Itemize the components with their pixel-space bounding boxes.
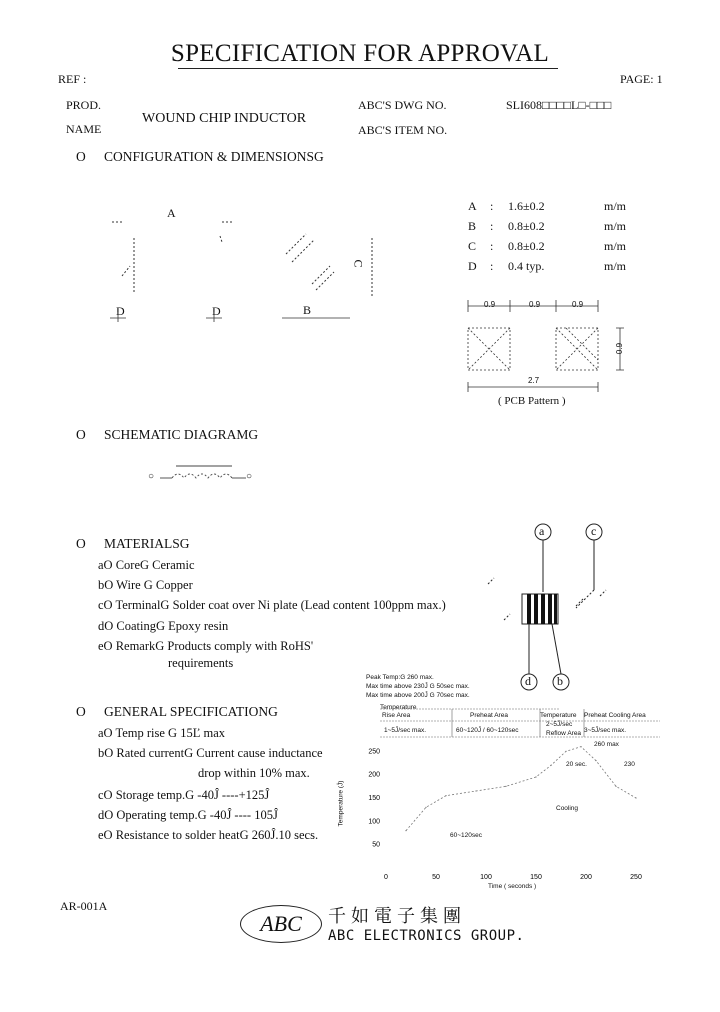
y-tick-label: 150 xyxy=(368,795,380,802)
general-item: cO Storage temp.G -40Ĵ ----+125Ĵ xyxy=(98,788,270,802)
general-rated-cont: drop within 10% max. xyxy=(198,766,310,780)
dim-value: 0.4 typ. xyxy=(508,259,545,273)
pcb-width-1: 0.9 xyxy=(484,300,496,309)
phase-value: 2~5Ĵ/sec xyxy=(546,721,573,728)
reflow-point xyxy=(475,790,476,791)
item-label: ABC'S ITEM NO. xyxy=(358,123,448,137)
dwg-value: SLI608□□□□L□-□□□ xyxy=(506,98,612,112)
dim-sep: : xyxy=(490,199,494,213)
x-tick-label: 50 xyxy=(432,874,440,881)
phase-label: Preheat Area xyxy=(470,712,508,719)
callout-c: c xyxy=(591,524,597,538)
dim-key: B xyxy=(468,219,477,233)
section-marker: O xyxy=(76,149,86,164)
general-item: dO Operating temp.G -40Ĵ ---- 105Ĵ xyxy=(98,808,278,822)
y-tick-label: 250 xyxy=(368,748,380,756)
dim-label-d1: D xyxy=(116,304,125,318)
dim-value: 0.8±0.2 xyxy=(508,219,545,233)
pcb-total-width: 2.7 xyxy=(528,376,540,385)
pcb-height: 0.9 xyxy=(615,342,625,355)
form-code: AR-001A xyxy=(60,899,108,913)
reflow-point xyxy=(505,786,506,787)
reflow-annotation: 260 max xyxy=(594,741,619,748)
phase-label: Temperature xyxy=(540,712,577,719)
reflow-annotation: Cooling xyxy=(556,805,579,812)
x-tick-label: 250 xyxy=(630,874,642,881)
dim-label-d2: D xyxy=(212,304,221,318)
reflow-point xyxy=(550,765,551,766)
dim-key: C xyxy=(468,239,477,253)
reflow-point xyxy=(580,746,581,747)
dim-key: D xyxy=(468,259,477,273)
ref-label: REF : xyxy=(58,72,87,86)
reflow-point xyxy=(635,797,636,798)
reflow-point xyxy=(615,786,616,787)
reflow-note: Peak Temp:G 260 max. xyxy=(366,674,434,681)
dim-unit: m/m xyxy=(604,239,627,253)
config-heading: O CONFIGURATION & DIMENSIONSG xyxy=(76,149,324,164)
reflow-annotation: 60~120sec xyxy=(450,832,482,839)
x-tick-label: 0 xyxy=(384,874,388,881)
x-tick-label: 150 xyxy=(530,874,542,881)
dim-label-c: C xyxy=(351,259,366,268)
pcb-width-2: 0.9 xyxy=(529,300,541,309)
y-tick-label: 100 xyxy=(368,818,380,826)
document-title: SPECIFICATION FOR APPROVAL xyxy=(170,40,550,67)
material-item: eO RemarkG Products comply with RoHS' xyxy=(98,639,314,653)
dim-key: A xyxy=(468,199,477,213)
y-tick-label: 50 xyxy=(372,841,380,849)
phase-label: Temperature xyxy=(380,704,417,711)
pcb-width-3: 0.9 xyxy=(572,300,584,309)
company-name-english: ABC ELECTRONICS GROUP. xyxy=(328,928,525,944)
y-tick-label: 200 xyxy=(368,771,380,779)
callout-a: a xyxy=(539,524,545,538)
phase-value: 3~5Ĵ/sec max. xyxy=(584,727,627,734)
dim-sep: : xyxy=(490,259,494,273)
reflow-annotation: 20 sec. xyxy=(566,761,587,768)
material-item: cO TerminalG Solder coat over Ni plate (Lead content 100ppm max.) xyxy=(98,598,446,612)
reflow-profile-line xyxy=(406,747,636,831)
reflow-xlabel: Time ( seconds ) xyxy=(488,883,537,890)
name-label: NAME xyxy=(66,122,102,136)
phase-value: 60~120Ĵ / 60~120sec xyxy=(456,727,519,734)
materials-heading: O MATERIALSG xyxy=(76,536,190,551)
reflow-point xyxy=(595,760,596,761)
dim-value: 0.8±0.2 xyxy=(508,239,545,253)
general-heading: O GENERAL SPECIFICATIONG xyxy=(76,704,278,719)
x-tick-label: 100 xyxy=(480,874,492,881)
reflow-point xyxy=(445,795,446,796)
phase-value: 1~5Ĵ/sec max. xyxy=(384,727,427,734)
reflow-annotation: 230 xyxy=(624,761,635,768)
dim-value: 1.6±0.2 xyxy=(508,199,545,213)
reflow-point xyxy=(425,807,426,808)
schematic-heading: O SCHEMATIC DIAGRAMG xyxy=(76,427,259,442)
callout-b: b xyxy=(557,674,563,688)
x-tick-label: 200 xyxy=(580,874,592,881)
pcb-caption: ( PCB Pattern ) xyxy=(498,395,566,407)
dim-sep: : xyxy=(490,219,494,233)
general-item: bO Rated currentG Current cause inductance xyxy=(98,746,323,760)
reflow-note: Max time above 200Ĵ G 70sec max. xyxy=(366,692,470,699)
phase-label: Preheat Cooling Area xyxy=(584,712,646,719)
phase-value: Reflow Area xyxy=(546,730,582,737)
reflow-point xyxy=(405,830,406,831)
dim-unit: m/m xyxy=(604,259,627,273)
dim-unit: m/m xyxy=(604,219,627,233)
general-item: aO Temp rise G 15Ľ max xyxy=(98,726,225,740)
reflow-point xyxy=(535,776,536,777)
dwg-label: ABC'S DWG NO. xyxy=(358,98,447,112)
reflow-ylabel: Temperature (Ĵ) xyxy=(337,780,345,827)
abc-logo: ABC xyxy=(260,911,302,936)
company-name-chinese: 千如電子集團 xyxy=(328,906,466,927)
page-label: PAGE: 1 xyxy=(620,72,663,86)
phase-label: Rise Area xyxy=(382,712,411,719)
dim-unit: m/m xyxy=(604,199,627,213)
reflow-point xyxy=(565,751,566,752)
dim-label-a: A xyxy=(167,206,176,220)
prod-label: PROD. xyxy=(66,98,102,112)
dim-label-b: B xyxy=(303,303,312,317)
general-item: eO Resistance to solder heatG 260Ĵ.10 secs. xyxy=(98,828,319,842)
product-name: WOUND CHIP INDUCTOR xyxy=(142,111,307,126)
material-item: aO CoreG Ceramic xyxy=(98,558,195,572)
callout-d: d xyxy=(525,674,531,688)
reflow-note: Max time above 230Ĵ G 50sec max. xyxy=(366,683,470,690)
material-remark-cont: requirements xyxy=(168,656,234,670)
schematic-terminal-left: ○ xyxy=(148,471,155,482)
material-item: bO Wire G Copper xyxy=(98,578,193,592)
schematic-terminal-right: ○ xyxy=(246,471,253,482)
dim-sep: : xyxy=(490,239,494,253)
material-item: dO CoatingG Epoxy resin xyxy=(98,619,229,633)
